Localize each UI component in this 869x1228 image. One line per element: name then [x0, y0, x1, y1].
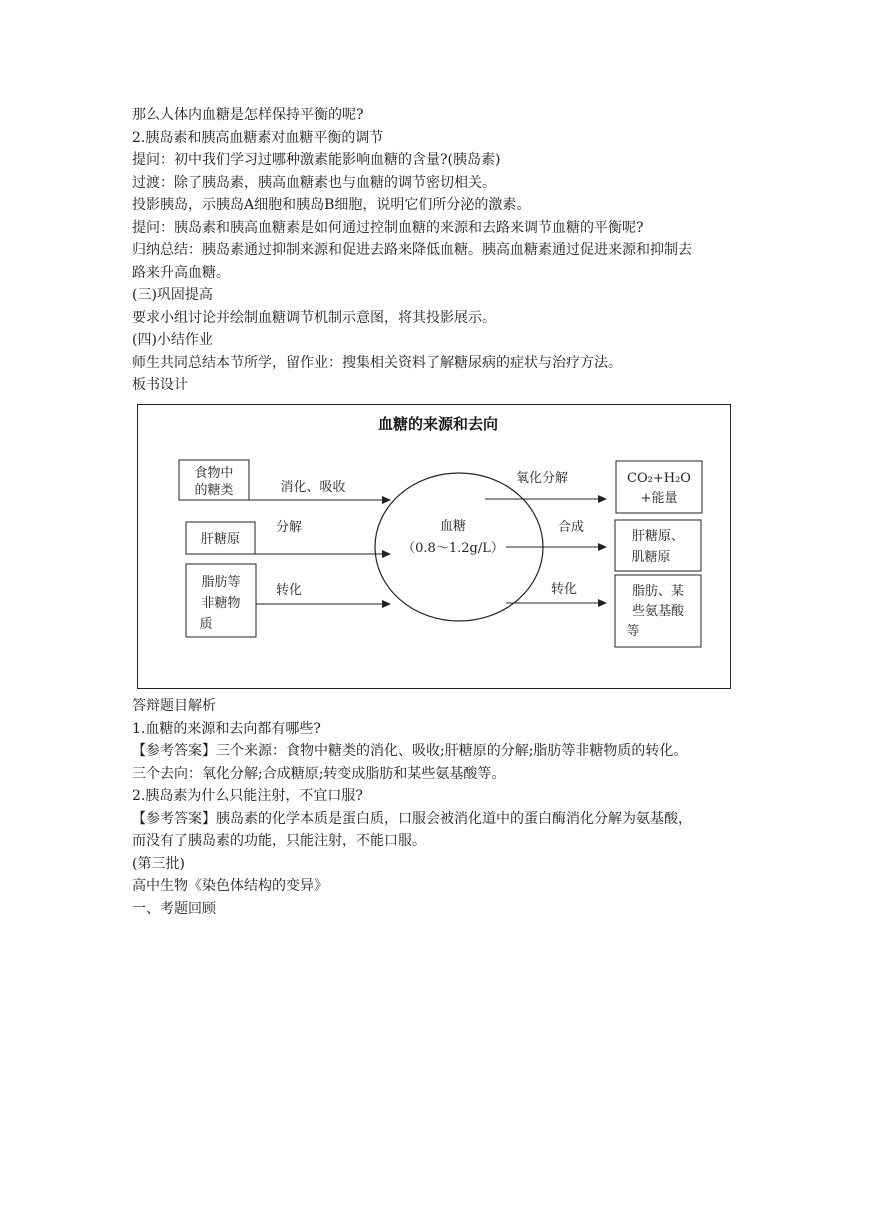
paragraph: 路来升高血糖。 — [132, 264, 230, 281]
lesson-title: 高中生物《染色体结构的变异》 — [132, 878, 328, 894]
source-non-sugar-line-2: 非糖物 — [201, 596, 241, 611]
section-heading: 答辩题目解析 — [132, 698, 216, 714]
arrow-label-conversion-in: 转化 — [275, 583, 303, 598]
upper-text-block — [132, 104, 752, 397]
paragraph: 师生共同总结本节所学，留作业：搜集相关资料了解糖尿病的症状与治疗方法。 — [132, 354, 622, 371]
answer: 而没有了胰岛素的功能，只能注射，不能口服。 — [132, 833, 426, 849]
arrow-label-synthesis: 合成 — [557, 520, 585, 535]
source-non-sugar-line-1: 脂肪等 — [201, 575, 241, 590]
center-label-range: （0.8～1.2g/L） — [402, 541, 504, 556]
section-heading: (四)小结作业 — [132, 332, 213, 348]
arrow-label-digestion: 消化、吸收 — [280, 480, 346, 495]
question: 2.胰岛素为什么只能注射，不宜口服? — [132, 788, 363, 804]
section-heading: 一、考题回顾 — [132, 900, 216, 917]
paragraph: 归纳总结：胰岛素通过抑制来源和促进去路来降低血糖。胰高血糖素通过促进来源和抑制去 — [132, 242, 692, 258]
paragraph: 提问：初中我们学习过哪种激素能影响血糖的含量?(胰岛素) — [132, 152, 501, 168]
answer: 三个去向：氧化分解;合成糖原;转变成脂肪和某些氨基酸等。 — [132, 765, 506, 782]
dest-fat-line-2: 些氨基酸 — [631, 604, 685, 619]
answer: 【参考答案】三个来源：食物中糖类的消化、吸收;肝糖原的分解;脂肪等非糖物质的转化。 — [132, 743, 688, 759]
diagram-title: 血糖的来源和去向 — [377, 415, 499, 433]
source-liver-glycogen-line: 肝糖原 — [200, 532, 241, 547]
dest-glycogen-line-2: 肌糖原 — [631, 550, 671, 565]
batch-label: (第三批) — [132, 855, 185, 872]
source-food-line-1: 食物中 — [194, 466, 234, 481]
paragraph: 投影胰岛，示胰岛A细胞和胰岛B细胞，说明它们所分泌的激素。 — [132, 197, 531, 213]
section-heading: (三)巩固提高 — [132, 287, 213, 303]
arrow-label-oxidation: 氧化分解 — [515, 471, 569, 486]
source-food-line-2: 的糖类 — [194, 483, 234, 498]
paragraph: 提问：胰岛素和胰高血糖素是如何通过控制血糖的来源和去路来调节血糖的平衡呢? — [132, 219, 644, 236]
diagram-canvas — [138, 405, 732, 690]
answer: 【参考答案】胰岛素的化学本质是蛋白质，口服会被消化道中的蛋白酶消化分解为氨基酸， — [132, 810, 692, 827]
lower-text-block — [132, 695, 752, 920]
dest-fat-line-1: 脂肪、某 — [631, 584, 685, 599]
question: 1.血糖的来源和去向都有哪些? — [132, 720, 321, 737]
section-heading: 板书设计 — [132, 377, 188, 393]
paragraph: 过渡：除了胰岛素，胰高血糖素也与血糖的调节密切相关。 — [132, 174, 496, 191]
source-non-sugar-line-3: 质 — [199, 617, 213, 632]
arrow-label-decomposition: 分解 — [275, 520, 303, 535]
paragraph: 2.胰岛素和胰高血糖素对血糖平衡的调节 — [132, 129, 384, 146]
dest-fat-line-3: 等 — [626, 624, 640, 639]
arrow-label-conversion-out: 转化 — [550, 582, 578, 597]
dest-glycogen-line-1: 肝糖原、 — [631, 529, 685, 544]
paragraph: 要求小组讨论并绘制血糖调节机制示意图，将其投影展示。 — [132, 309, 496, 326]
blackboard-diagram — [137, 404, 731, 689]
center-label-blood-sugar: 血糖 — [439, 519, 467, 534]
dest-co2-line-2: +能量 — [640, 491, 678, 506]
dest-co2-line-1: CO₂+H₂O — [627, 471, 691, 486]
paragraph: 那么人体内血糖是怎样保持平衡的呢? — [132, 107, 364, 123]
